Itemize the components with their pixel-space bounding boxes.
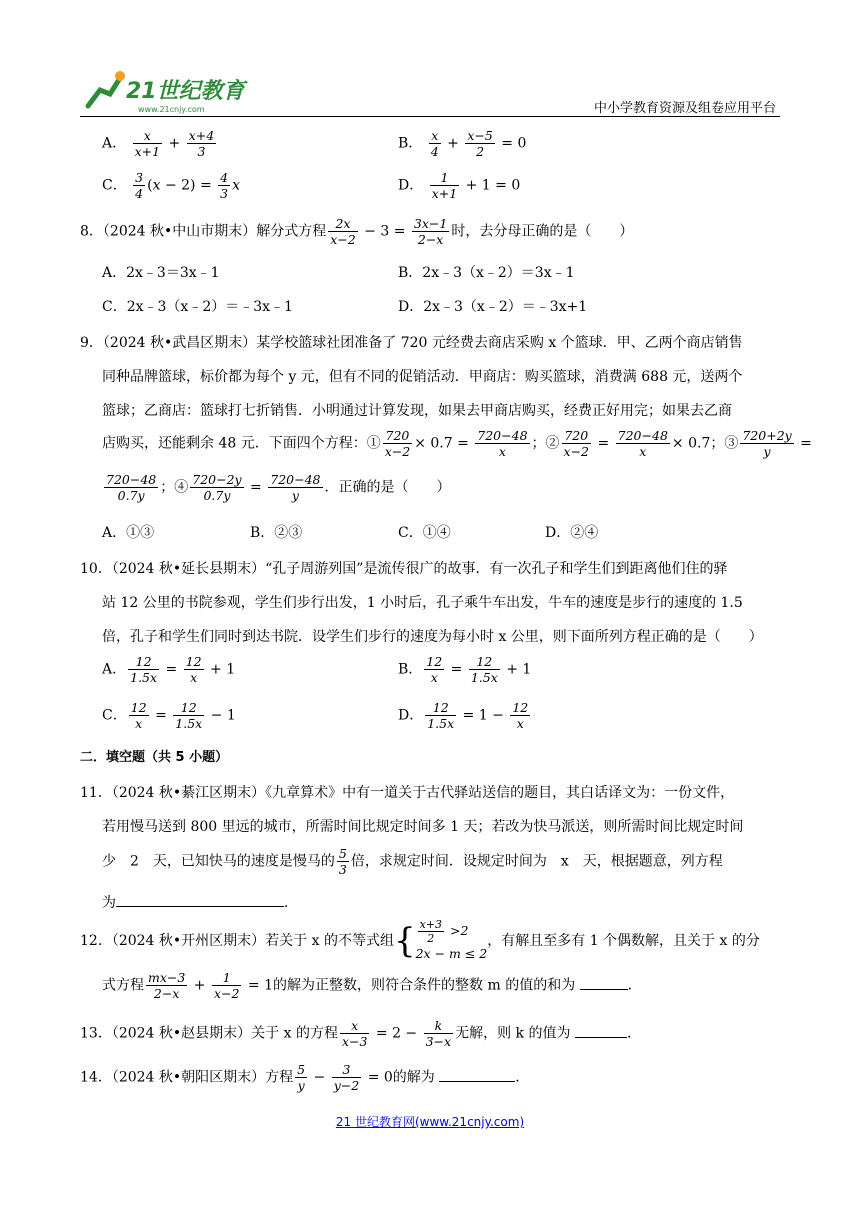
- q9-line-3: 篮球；乙商店：篮球打七折销售．小明通过计算发现，如果去甲商店购买，经费正好用完；如果去乙商: [102, 403, 732, 419]
- q11-answer-blank[interactable]: [116, 906, 284, 907]
- q9-line-1: 9．（2024 秋•武昌区期末）某学校篮球社团准备了 720 元经费去商店采购 x 个篮球．甲、乙两个商店销售: [80, 335, 743, 351]
- q12-line-1: 12．（2024 秋•开州区期末）若关于 x 的不等式组{ $\frac{x+3}{2}$ >2 2x − m ≤ 2，有解且至多有 1 个偶数解，且关于 x 的分: [80, 918, 760, 962]
- q9-option-c: C．①④: [398, 525, 451, 541]
- q10-line-1: 10．（2024 秋•延长县期末）“孔子周游列国”是流传很广的故事．有一次孔子和学生们到距离他们住的驿: [80, 561, 728, 577]
- q13-answer-blank[interactable]: [575, 1037, 627, 1038]
- q13-line: 13．（2024 秋•赵县期末）关于 x 的方程 $\frac{x}{x-3}$ = 2 − $\frac{k}{3-x}$ 无解，则 k 的值为 ．: [80, 1018, 641, 1049]
- q12-answer-blank[interactable]: [580, 989, 628, 990]
- q7-option-b: B． $\frac{x}{4}$ + $\frac{x-5}{2}$ = 0: [398, 128, 527, 159]
- q7-option-c: C． $\frac{3}{4}$ (x − 2) = $\frac{4}{3}$ x: [102, 170, 240, 201]
- q11-line-1: 11．（2024 秋•綦江区期末）《九章算术》中有一道关于古代驿站送信的题目，其白话译文为：一份文件，: [80, 785, 735, 801]
- section-title-fill-blank: 二．填空题（共 5 小题）: [80, 750, 229, 765]
- q14-line: 14．（2024 秋•朝阳区期末）方程 $\frac{5}{y}$ − $\frac{3}{y-2}$ = 0的解为 ．: [80, 1062, 530, 1093]
- q11-line-4: 为 ．: [102, 895, 298, 911]
- footer-link[interactable]: 21 世纪教育网(www.21cnjy.com): [335, 1115, 525, 1129]
- q9-option-b: B．②③: [250, 525, 303, 541]
- svg-text:www.21cnjy.com: www.21cnjy.com: [138, 105, 205, 114]
- q10-option-c: C． $\frac{12}{x}$ = $\frac{12}{1.5x}$ − 1: [102, 700, 236, 731]
- q8-option-c: C．2x﹣3（x﹣2）＝﹣3x﹣1: [102, 299, 293, 315]
- q10-option-d: D． $\frac{12}{1.5x}$ = 1 − $\frac{12}{x}$: [398, 700, 529, 731]
- site-logo: [80, 68, 250, 116]
- q8-option-d: D．2x﹣3（x﹣2）＝﹣3x+1: [398, 299, 588, 315]
- footer: [0, 1113, 860, 1130]
- q9-line-4: 店购买，还能剩余 48 元．下面四个方程：① $\frac{720}{x-2}$ × 0.7 = $\frac{720-48}{x}$ ；② $\frac{720}{x-2}$ = $\frac{720-48}{x}$ × 0.7；③ $\frac{720+2y}{y}$ =: [102, 428, 812, 459]
- q9-line-2: 同种品牌篮球，标价都为每个 y 元，但有不同的促销活动．甲商店：购买篮球，消费满 688 元，送两个: [102, 369, 743, 385]
- q9-option-a: A．①③: [102, 525, 155, 541]
- q10-line-2: 站 12 公里的书院参观，学生们步行出发，1 小时后，孔子乘牛车出发，牛车的速度是步行的速度的 1.5: [102, 595, 743, 611]
- q11-line-2: 若用慢马送到 800 里远的城市，所需时间比规定时间多 1 天；若改为快马派送，则所需时间比规定时间: [102, 819, 744, 835]
- q11-line-3: 少 2 天，已知快马的速度是慢马的 $\frac{5}{3}$ 倍，求规定时间．设规定时间为 x 天，根据题意，列方程: [102, 846, 723, 877]
- platform-name: 中小学教育资源及组卷应用平台: [593, 101, 776, 116]
- q14-answer-blank[interactable]: [439, 1081, 515, 1082]
- q12-line-2: 式方程 $\frac{mx-3}{2-x}$ + $\frac{1}{x-2}$ = 1的解为正整数，则符合条件的整数 m 的值的和为 ．: [102, 970, 642, 1001]
- q9-line-5: $\frac{720-48}{0.7y}$ ；④ $\frac{720-2y}{0.7y}$ = $\frac{720-48}{y}$ ．正确的是（ ）: [106, 472, 451, 503]
- q10-line-3: 倍，孔子和学生们同时到达书院．设学生们步行的速度为每小时 x 公里，则下面所列方程正确的是（ ）: [102, 629, 763, 645]
- q7-option-d: D． $\frac{1}{x+1}$ + 1 = 0: [398, 170, 521, 201]
- q9-option-d: D．②④: [545, 525, 599, 541]
- q10-option-b: B． $\frac{12}{x}$ = $\frac{12}{1.5x}$ + 1: [398, 654, 532, 685]
- q8-stem: 8．（2024 秋•中山市期末）解分式方程 $\frac{2x}{x-2}$ − 3 = $\frac{3x-1}{2-x}$ 时，去分母正确的是（ ）: [80, 216, 634, 247]
- q10-option-a: A． $\frac{12}{1.5x}$ = $\frac{12}{x}$ + 1: [102, 654, 236, 685]
- svg-text:21世纪教育: 21世纪教育: [126, 79, 245, 104]
- header-divider: [80, 116, 780, 117]
- q7-option-a: A． $\frac{x}{x+1}$ + $\frac{x+4}{3}$: [102, 128, 215, 159]
- q8-option-a: A．2x﹣3＝3x﹣1: [102, 265, 220, 281]
- q8-option-b: B．2x﹣3（x﹣2）＝3x﹣1: [398, 265, 575, 281]
